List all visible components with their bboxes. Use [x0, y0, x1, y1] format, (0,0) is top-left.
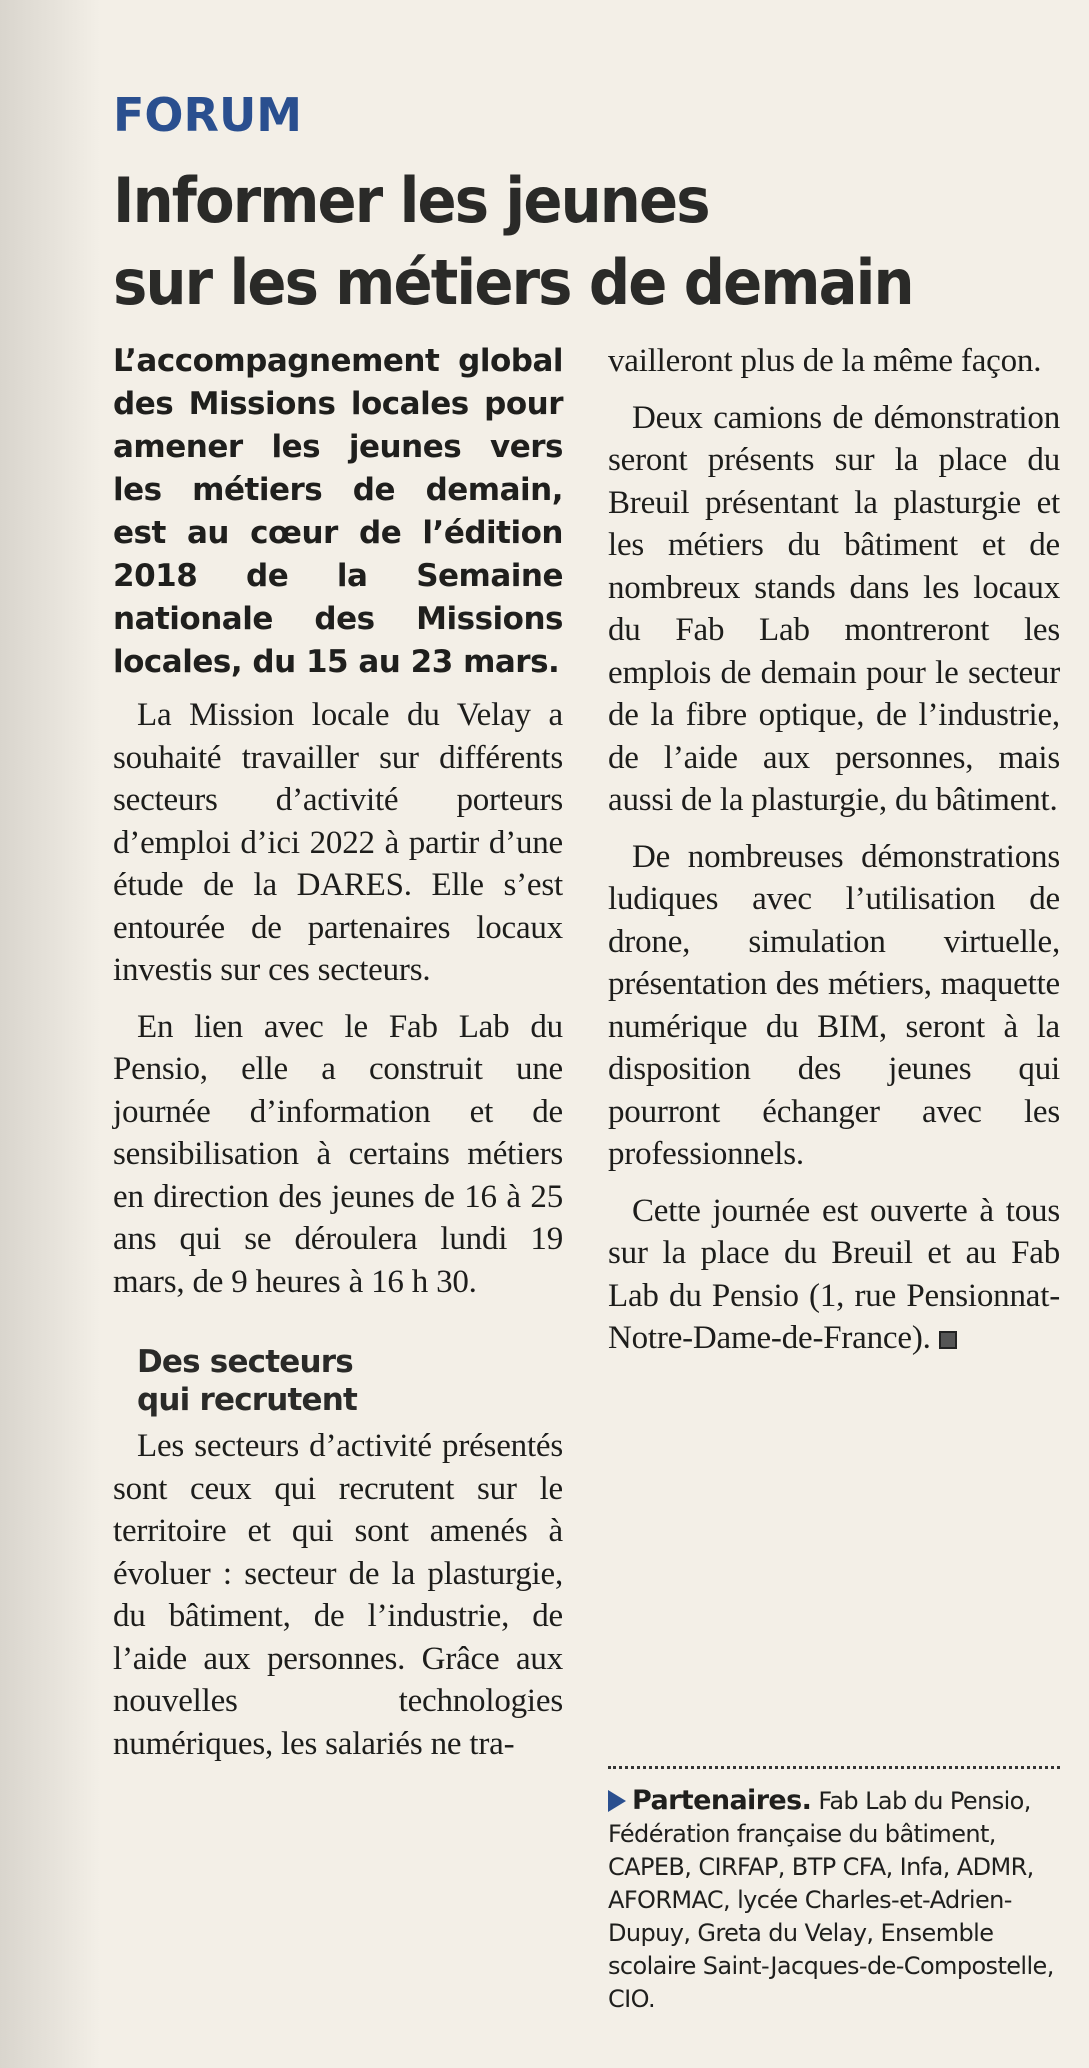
paragraph-1: La Mission locale du Velay a souhaité travailler sur différents secteurs d’activité porteurs d’emploi d’ici 2022 à partir d’une étude de la DARES. Elle s’est entourée de partenaires locaux investis sur ces secteurs.: [113, 697, 563, 988]
section-kicker: FORUM: [113, 88, 303, 142]
paragraph-5: De nombreuses démonstrations ludiques avec l’utilisation de drone, simulation virtuelle, présentation des métiers, maquette numérique du BIM, seront à la disposition des jeunes qui pourront échanger avec les professionnels.: [608, 838, 1060, 1172]
subheading: [137, 1343, 563, 1419]
subheading-line-1: Des secteurs: [137, 1344, 353, 1380]
partners-divider: [608, 1766, 1060, 1769]
headline-line-2: sur les métiers de demain: [113, 246, 913, 319]
paragraph-6-text: Cette journée est ouverte à tous sur la place du Breuil et au Fab Lab du Pensio (1, rue Pensionnat-Notre-Dame-de-France).: [608, 1192, 1060, 1356]
subheading-line-2: qui recrutent: [137, 1382, 358, 1418]
paragraph-6: [608, 1190, 1060, 1360]
partners-box: [608, 1784, 1062, 2016]
page-fold-shadow: [0, 0, 100, 2068]
article-headline: [113, 160, 1006, 324]
arrow-bullet-icon: [608, 1790, 626, 1812]
headline-line-1: Informer les jeunes: [113, 164, 709, 237]
paragraph-3: Les secteurs d’activité présentés sont ceux qui recrutent sur le territoire et qui sont amenés à évoluer : secteur de la plasturgie, du bâtiment, de l’industrie, de l’aide aux personnes. Grâce aux nouvelles technologies numériques, les salariés ne tra-: [113, 1428, 563, 1762]
partners-title: Partenaires.: [632, 1785, 812, 1816]
paragraph-2: En lien avec le Fab Lab du Pensio, elle a construit une journée d’information et de sensibilisation à certains métiers en direction des jeunes de 16 à 25 ans qui se déroulera lundi 19 mars, de 9 heures à 16 h 30.: [113, 1008, 563, 1300]
article-lead: L’accompagnement global des Missions locales pour amener les jeunes vers les métiers de demain, est au cœur de l’édition 2018 de la Semaine nationale des Missions locales, du 15 au 23 mars.: [113, 343, 563, 680]
right-column: [608, 340, 1060, 1374]
paragraph-continuation: vailleront plus de la même façon.: [608, 343, 1042, 379]
paragraph-4: Deux camions de démonstration seront présents sur la place du Breuil présentant la plasturgie et les métiers du bâtiment et de nombreux stands dans les locaux du Fab Lab montreront les emplois de demain pour le secteur de la fibre optique, de l’industrie, de l’aide aux personnes, mais aussi de la plasturgie, du bâtiment.: [608, 399, 1060, 818]
end-of-article-icon: [939, 1331, 957, 1349]
left-column: [113, 340, 563, 1779]
partners-list: Fab Lab du Pensio, Fédération française du bâtiment, CAPEB, CIRFAP, BTP CFA, Infa, ADMR, AFORMAC, lycée Charles-et-Adrien-Dupuy, Greta du Velay, Ensemble scolaire Saint-Jacques-de-Compostelle, CIO.: [608, 1787, 1054, 2013]
